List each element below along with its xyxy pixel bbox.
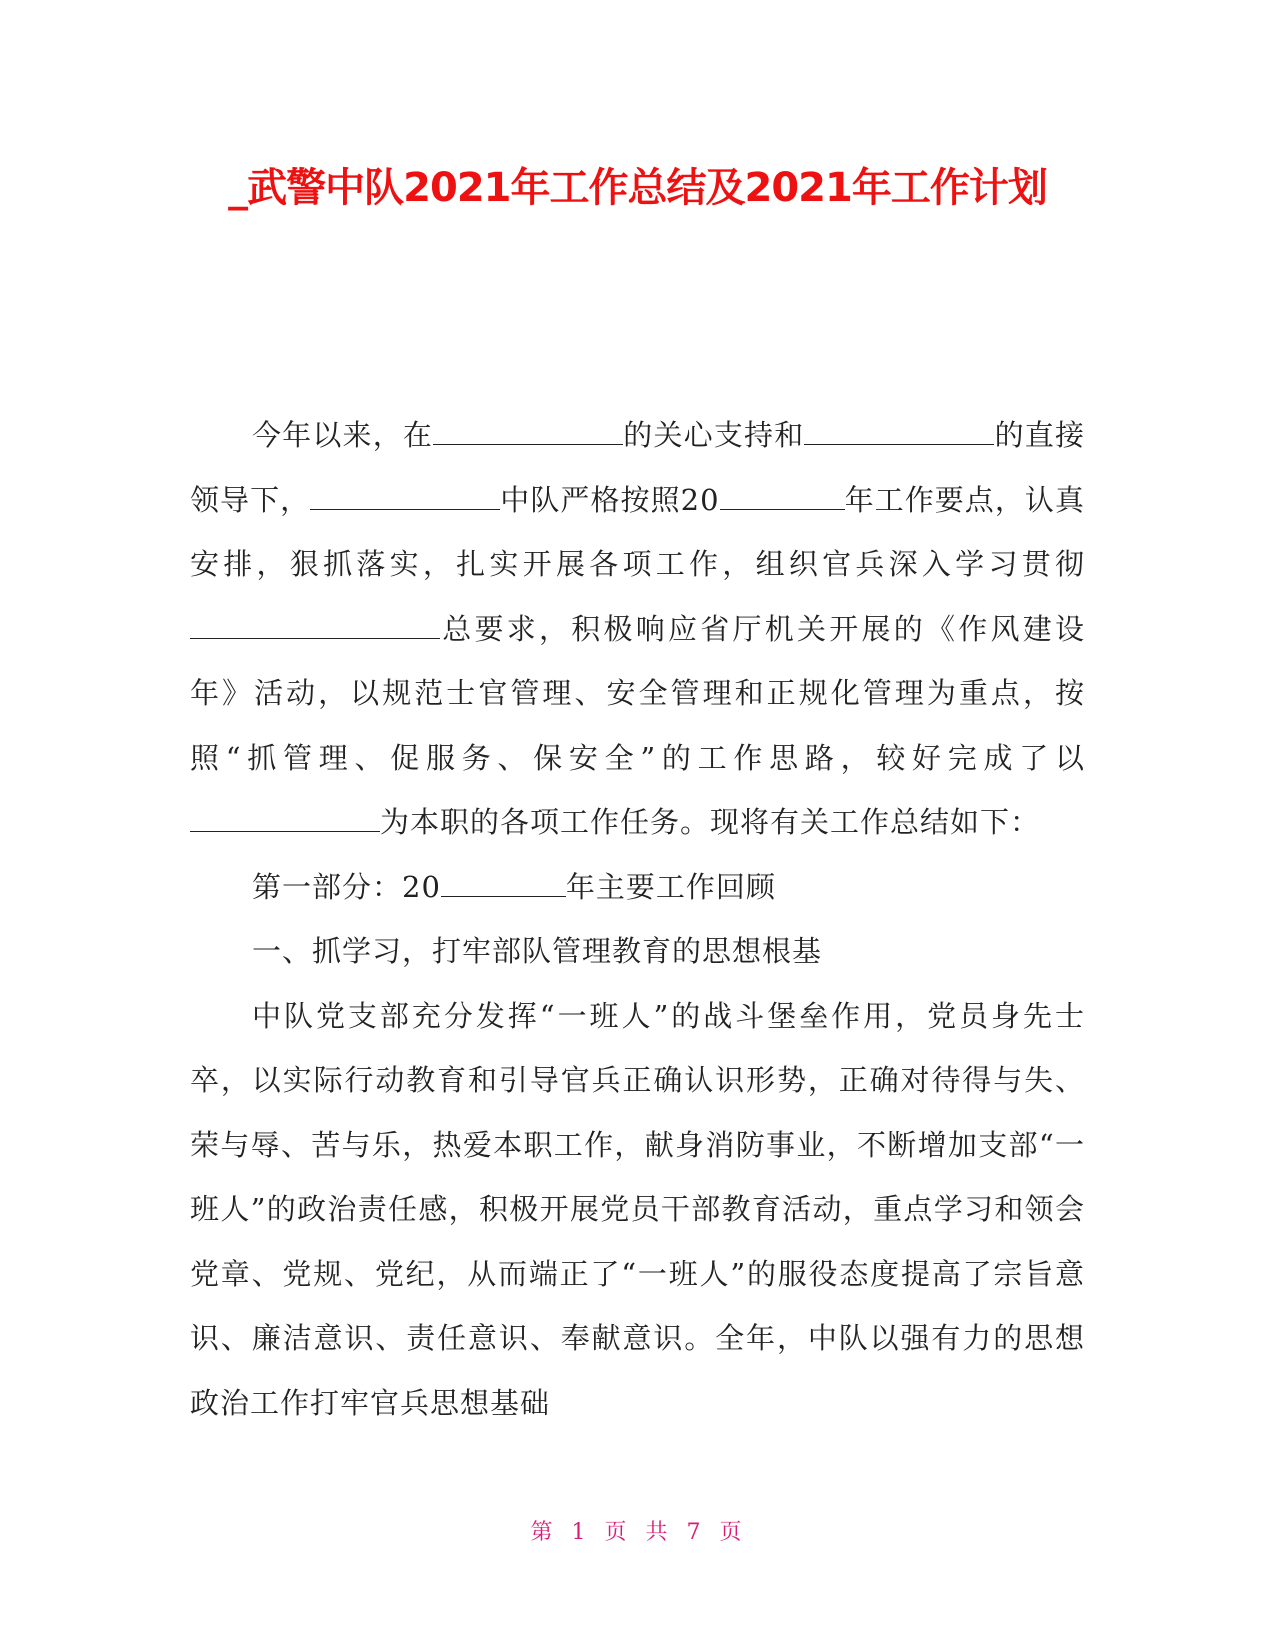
page-number: 1 — [571, 1520, 589, 1545]
footer-text: 第 — [530, 1520, 556, 1545]
document-title: _武警中队2021年工作总结及2021年工作计划 — [228, 165, 1047, 211]
paragraph-intro — [190, 403, 1085, 855]
text-run: 中队严格按照20 — [500, 482, 720, 517]
text-run: 年主要工作回顾 — [565, 869, 776, 904]
text-run: 今年以来，在 — [252, 418, 434, 452]
footer-text: 页 — [719, 1520, 745, 1545]
text-run: 总要求，积极响应省厅机关开展的《作风建设年》活动，以规范士官管理、安全管理和正规化管理为重点，按照“抓管理、促服务、保安全”的工作思路，较好完成了以 — [190, 611, 1085, 775]
blank-underline — [441, 872, 566, 897]
paragraph-body: 中队党支部充分发挥“一班人”的战斗堡垒作用，党员身先士卒，以实际行动教育和引导官兵正确认识形势，正确对待得与失、荣与辱、苦与乐，热爱本职工作，献身消防事业，不断增加支部“一班人”的政治责任感，积极开展党员干部教育活动，重点学习和领会党章、党规、党纪，从而端正了“一班人”的服役态度提高了宗旨意识、廉洁意识、责任意识、奉献意识。全年，中队以强有力的思想政治工作打牢官兵思想基础 — [190, 998, 1085, 1420]
blank-underline — [190, 807, 380, 832]
blank-underline — [190, 614, 440, 639]
blank-underline — [433, 420, 623, 445]
footer-text: 页 — [604, 1520, 630, 1545]
text-run: 年工作要点，认真安排，狠抓落实，扎实开展各项工作，组织官兵深入学习贯彻 — [190, 482, 1085, 581]
text-run: 为本职的各项工作任务。现将有关工作总结如下： — [380, 805, 1041, 839]
document-body — [190, 403, 1085, 1435]
section-heading: 一、抓学习，打牢部队管理教育的思想根基 — [252, 934, 823, 968]
page-footer — [0, 1515, 1275, 1546]
blank-underline — [310, 485, 500, 510]
text-run: 的直接领导下， — [190, 418, 1085, 517]
blank-underline — [720, 485, 845, 510]
part-heading — [190, 855, 1085, 920]
text-run: 的关心支持和 — [623, 418, 805, 452]
text-run: 第一部分：20 — [252, 869, 441, 904]
total-pages: 7 — [686, 1520, 704, 1545]
blank-underline — [804, 420, 994, 445]
footer-text: 共 — [645, 1520, 671, 1545]
